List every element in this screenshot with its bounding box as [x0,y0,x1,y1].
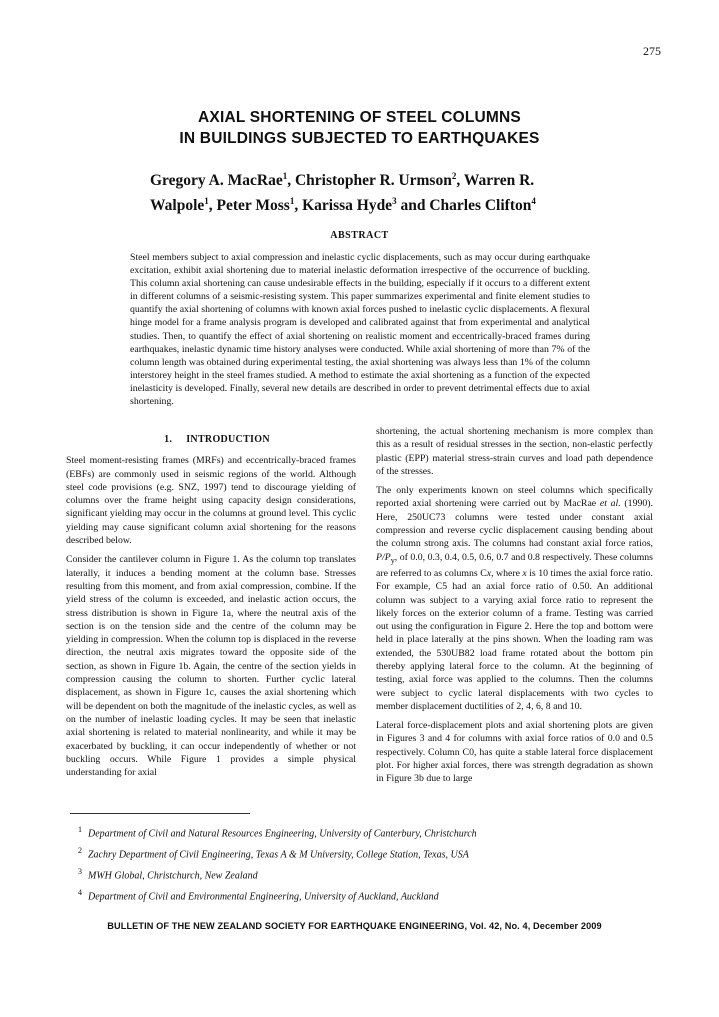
paragraph: shortening, the actual shortening mechanism is more complex than this as a result of residual stresses in the section, non-elastic perfectly plastic (EPP) material stress-strain curves and load path dependence of the stresses. [376,426,653,477]
footnote-divider [70,813,250,814]
right-column [376,425,653,792]
author-3: , Warren R. Walpole [150,172,535,215]
left-column [66,433,356,785]
author-5: , Karissa Hyde [294,197,393,215]
title-line-2: IN BUILDINGS SUBJECTED TO EARTHQUAKES [179,130,540,147]
author-4: , Peter Moss [208,197,290,215]
journal-footer: BULLETIN OF THE NEW ZEALAND SOCIETY FOR EARTHQUAKE ENGINEERING, Vol. 42, No. 4, December 2009 [107,921,602,931]
title-line-1: AXIAL SHORTENING OF STEEL COLUMNS [198,109,521,126]
footnote: $^2$ Zachry Department of Civil Engineering, Texas A & M University, College Station, Texas, USA [78,846,469,861]
section-title: INTRODUCTION [186,434,270,445]
footnote: $^4$ Department of Civil and Environmental Engineering, University of Auckland, Auckland [78,888,439,903]
section-heading [66,433,356,446]
footnote: $^1$ Department of Civil and Natural Resources Engineering, University of Canterbury, Christchurch [78,825,477,840]
author-2: , Christopher R. Urmson [287,172,452,190]
paragraph: Lateral force-displacement plots and axial shortening plots are given in Figures 3 and 4 for columns with axial force ratios of 0.0 and 0.5 respectively. Column C0, has quite a stable lateral force displacement plot. For higher axial forces, there was strength degradation as shown in Figure 3b due to large [376,720,653,785]
author-list: Gregory A. MacRae$^1$, Christopher R. Urmson$^2$, Warren R. Walpole$^1$, Peter Moss$^1$, Karissa Hyde$^3$ and Charles Clifton$^4$ [150,171,536,215]
author-1: Gregory A. MacRae [150,172,283,190]
paragraph: The only experiments known on steel columns which specifically reported axial shortening were carried out by MacRae et al. (1990). Here, 250UC73 columns were tested under constant axial compression and reverse cyclic displacement causing bending about the column strong axis. The columns had constant axial force ratios, $P/P_y$, of 0.0, 0.3, 0.4, 0.5, 0.6, 0.7 and 0.8 respectively. These columns are referred to as columns Cx, where x is 10 times the axial force ratio. For example, C5 had an axial force ratio of 0.50. An additional column was subject to a varying axial force ratio to represent the likely forces on the exterior column of a frame. Testing was carried out using the configuration in Figure 2. Here the top and bottom were held in place laterally at the pins shown. When the loading ram was extended, the 530UB82 load frame rotated about the bottom pin thereby applying lateral force to the column. At the beginning of testing, axial force was applied to the columns. Then the columns were subject to cyclic lateral displacements with two cycles to member displacement ductilities of 2, 4, 6, 8 and 10. [376,485,654,712]
page-number: 275 [643,44,661,58]
paper-title [0,107,719,149]
section-number: 1. [164,434,173,445]
paragraph: Steel moment-resisting frames (MRFs) and eccentrically-braced frames (EBFs) are commonly used in seismic regions of the world. Although steel code provisions (e.g. SNZ, 1997) tend to discourage yielding of columns over the frame height using capacity design considerations, significant yielding may occur in the columns at ground level. This cyclic yielding may cause significant column axial shortening for the reasons described below. [66,455,356,547]
paragraph: Consider the cantilever column in Figure 1. As the column top translates laterally, it induces a bending moment at the column base. Stresses resulting from this moment, and from axial compression, combine. If the yield stress of the column is exceeded, and inelastic action occurs, the stress distribution is shown in Figure 1a, where the neutral axis of the section is on the tension side and the centre of the column may be yielding in compression. When the column top is displaced in the reverse direction, the neutral axis migrates toward the opposite side of the section, as shown in Figure 1b. Again, the centre of the section yields in compression causing the column to shorten. Further cyclic lateral displacement, as shown in Figure 1c, causes the axial shortening which will be dependent on both the magnitude of the inelastic cycles, as well as on the number of inelastic loading cycles. It may be seen that inelastic axial shortening is related to material nonlinearity, and while it may be exacerbated by buckling, it can occur independently of whether or not buckling occurs. While Figure 1 provides a simple physical understanding for axial [66,554,357,779]
abstract-heading: ABSTRACT [330,230,389,241]
abstract-text: Steel members subject to axial compression and inelastic cyclic displacements, such as may occur during earthquake excitation, exhibit axial shortening due to material inelastic deformation irrespective of the occurrence of buckling. This column axial shortening can cause undesirable effects in the building, especially if it occurs to a different extent in different columns of a seismic-resisting system. This paper summarizes experimental and finite element studies to quantify the axial shortening of columns with known axial forces pushed to inelastic cyclic displacements. A flexural hinge model for a frame analysis program is developed and calibrated against that from experimental and analytical studies. Then, to quantify the effect of axial shortening on realistic moment and eccentrically-braced frames during earthquakes, inelastic dynamic time history analyses were conducted. While axial shortening of more than 7% of the column length was obtained during experimental testing, the axial shortening was always less than 1% of the column interstorey height in the steel frames studied. A method to estimate the axial shortening as a function of the expected inelasticity is developed. Finally, several new details are described in order to prevent detrimental effects due to axial shortening. [130,252,590,408]
author-6: and Charles Clifton [396,197,532,215]
footnote: $^3$ MWH Global, Christchurch, New Zealand [78,867,258,882]
